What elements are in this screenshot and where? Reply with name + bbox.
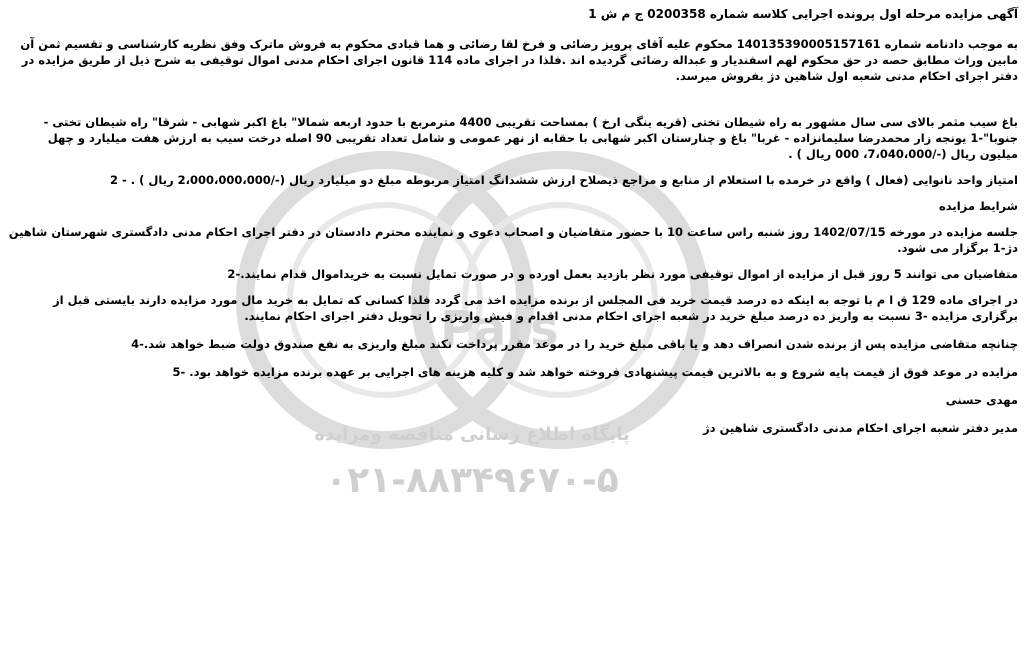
condition-4: چنانچه متقاضی مزایده پس از برنده شدن انصراف دهد و یا باقی مبلغ خرید را در موعد مقرر پرداخت نکند مبلغ واریزی به نفع صندوق دولت ضبط خواهد شد.-4 bbox=[131, 337, 1018, 351]
condition-3: در اجرای ماده 129 ق ا م با توجه به اینکه ده درصد قیمت خرید فی المجلس از برنده مزایده اخذ می گردد فلذا کسانی که تمایل به خرید مال مورد مزایده دارند بایستی قبل از برگزاری مزایده -3 نسبت به واریز ده درصد مبلغ خرید در شعبه اجرای احکام مدنی اقدام و فیش واریزی را تحویل دفتر اجرای احکام نمایند. bbox=[53, 293, 1018, 323]
condition-5: مزایده در موعد فوق از قیمت پایه شروع و به بالاترین قیمت پیشنهادی فروخته خواهد شد و کلیه هزینه های اجرایی بر عهده برنده مزایده خواهد بود. -5 bbox=[172, 365, 1018, 379]
notice-document bbox=[8, 6, 1018, 436]
notice-intro: به موجب دادنامه شماره 140135390005157161 محکوم علیه آقای پرویز رضائی و فرخ لقا رضائی و هما قبادی محکوم به فروش ماترک وفق نظریه کارشناسی و تقسیم ثمن آن مابین وراث مطابق حصه در حق محکوم لهم اسفندیار و عبداله رضائی گردیده اند .فلذا در اجرای ماده 114 قانون اجرای احکام مدنی اموال توقیفی به شرح ذیل از طریق مزایده در دفتر اجرای احکام مدنی شعبه اول شاهین دژ بفروش میرسد. bbox=[20, 37, 1018, 83]
condition-2: متقاضیان می توانند 5 روز قبل از مزایده از اموال توقیفی مورد نظر بازدید بعمل اورده و در صورت تمایل نسبت به خریداموال قدام نمایند.-2 bbox=[227, 267, 1018, 281]
signer-name: مهدی حسنی bbox=[945, 393, 1018, 407]
property-item-2: امتیاز واحد نانوایی (فعال ) واقع در خرمده با استعلام از منابع و مراجع ذیصلاح ارزش ششدانگ امتیاز مربوطه مبلغ دو میلیارد ریال (-/2،000،000،000 ریال ) . - 2 bbox=[109, 173, 1018, 187]
conditions-heading: شرایط مزایده bbox=[938, 199, 1018, 213]
property-item-1: باغ سیب مثمر بالای سی سال مشهور به راه شیطان تختی (قریه ینگی ارخ ) بمساحت تقریبی 4400 مترمربع با حدود اربعه شمالا" باغ اکبر شهابی - شرقا" راه شیطان تختی - جنوبا"-1 یونجه زار محمدرضا سلیمانزاده - غربا" باغ و چنارستان اکبر شهابی با حقابه از نهر عمومی و شامل تعداد تقریبی 90 اصله درخت سیب به ارزش هفت میلیارد و چهل میلیون ریال (-/7،040،000، 000 ریال ) . bbox=[43, 115, 1018, 161]
watermark-site-line: پایگاه اطلاع رسانی مناقصه ومزایده bbox=[314, 424, 630, 445]
watermark-brand: Pars bbox=[440, 301, 559, 357]
signer-title: مدیر دفتر شعبه اجرای احکام مدنی دادگستری شاهین دژ bbox=[703, 421, 1018, 435]
notice-title: آگهی مزایده مرحله اول پرونده اجرایی کلاسه شماره 0200358 ج م ش 1 bbox=[588, 7, 1018, 21]
watermark-phone: ۰۲۱-۸۸۳۴۹۶۷۰-۵ bbox=[325, 460, 619, 501]
condition-1: جلسه مزایده در مورخه 1402/07/15 روز شنبه راس ساعت 10 با حضور متقاضیان و اصحاب دعوی و نماینده محترم دادستان در دفتر اجرای احکام مدنی دادگستری شهرستان شاهین دژ-1 برگزار می شود. bbox=[8, 225, 1018, 255]
